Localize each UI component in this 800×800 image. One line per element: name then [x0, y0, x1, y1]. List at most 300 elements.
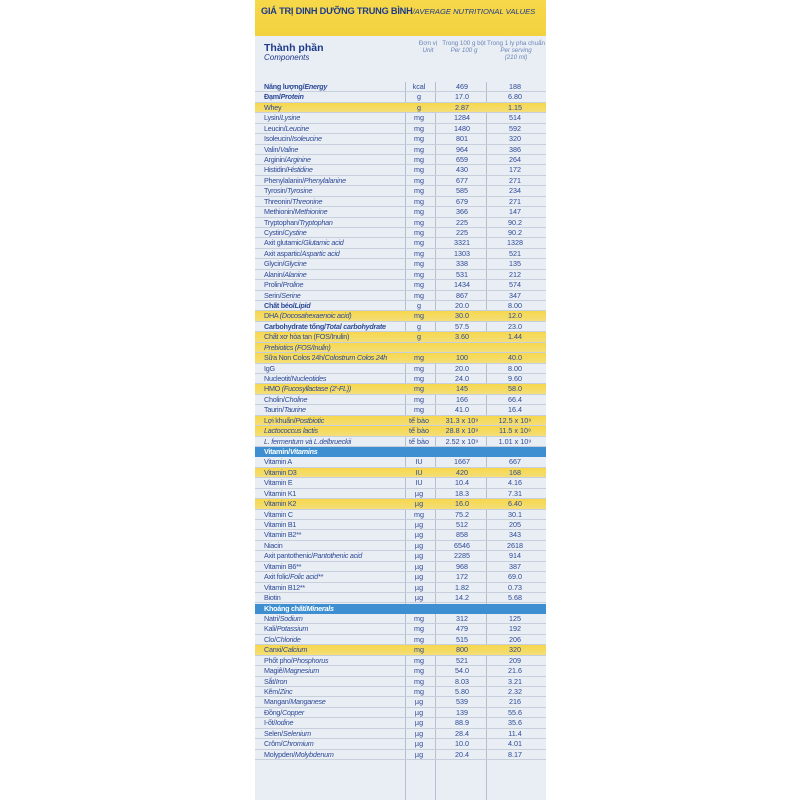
unit-cell: mg	[414, 123, 424, 133]
component-name-en: Colostrum Colos 24h	[324, 353, 388, 363]
component-name	[264, 520, 412, 530]
table-row	[255, 228, 546, 238]
component-name	[264, 562, 412, 572]
serving-value: 30.1	[508, 509, 522, 519]
component-name-vi: Phốt pho	[264, 655, 291, 665]
component-name-vi: Cystin	[264, 228, 283, 238]
serving-value: 209	[509, 655, 521, 665]
title-en: /AVERAGE NUTRITIONAL VALUES	[412, 7, 536, 16]
component-name: Canxi/Calcium	[264, 645, 308, 655]
table-row	[255, 457, 546, 467]
per100-value: 366	[456, 207, 468, 217]
component-name: Tyrosin/Tyrosine	[264, 186, 313, 196]
component-name-vi: Axit glutamic	[264, 238, 302, 248]
component-name-vi: Phenylalanin	[264, 175, 303, 185]
component-name-vi: Chất xơ hòa tan (FOS/Inulin)	[264, 332, 350, 342]
component-name: Glycin/Glycine	[264, 259, 307, 269]
component-name-en: Calcium	[282, 645, 308, 655]
per100-value	[440, 343, 484, 353]
table-row	[255, 176, 546, 186]
table-row	[255, 750, 546, 760]
table-row	[255, 145, 546, 155]
header-unit-en: Unit	[422, 47, 434, 54]
per100-value: 166	[456, 394, 468, 404]
unit-cell: mg	[414, 363, 424, 373]
serving-value: 3.21	[508, 676, 522, 686]
component-name: Threonin/Threonine	[264, 196, 323, 206]
table-title	[261, 6, 546, 16]
table-row	[255, 92, 546, 102]
component-name: Carbohydrate tổng/Total carbohydrate	[264, 321, 386, 331]
per100-value: 1303	[454, 248, 470, 258]
component-name-vi: Magiê	[264, 666, 283, 676]
unit-cell: mg	[414, 144, 424, 154]
component-name-en: Valine	[279, 144, 299, 154]
unit-cell: mg	[414, 207, 424, 217]
serving-value: 4.16	[508, 478, 522, 488]
per100-value: 964	[456, 144, 468, 154]
component-name: Đạm/Protein	[264, 92, 304, 102]
component-name-vi: Mangan	[264, 697, 289, 707]
component-name-vi: IgG	[264, 363, 275, 373]
table-row	[255, 426, 546, 436]
per100-value: 469	[456, 82, 468, 91]
component-name: Khoáng chất/Minerals	[264, 603, 334, 613]
serving-value: 16.4	[508, 405, 522, 415]
per100-value: 515	[456, 634, 468, 644]
serving-value: 0.73	[508, 582, 522, 592]
table-row	[255, 155, 546, 165]
unit-cell: g	[417, 92, 421, 102]
component-name: Sắt/Iron	[264, 676, 288, 686]
component-name-en: Postbiotic	[295, 415, 325, 425]
table-row	[255, 301, 546, 311]
component-name: Vitamin/Vitamins	[264, 447, 318, 457]
component-name-en: Proline	[282, 280, 304, 290]
component-name	[264, 593, 412, 603]
serving-value: 90.2	[508, 228, 522, 238]
per100-value: 8.03	[455, 676, 469, 686]
per100-value: 225	[456, 217, 468, 227]
per100-value: 420	[456, 467, 468, 477]
component-name: Kẽm/Zinc	[264, 686, 293, 696]
unit-cell: mg	[414, 624, 424, 634]
unit-cell: tế bào	[409, 436, 429, 446]
component-name-en: Phosphorus	[292, 655, 329, 665]
unit-cell: µg	[414, 499, 424, 509]
component-name-vi: Đạm	[264, 92, 279, 102]
component-name-vi: Vitamin B6**	[264, 561, 302, 571]
component-name-en: Lipid	[294, 301, 311, 311]
serving-value: 9.60	[508, 374, 522, 384]
component-name	[264, 530, 412, 540]
per100-value: 54.0	[455, 666, 469, 676]
component-name: Năng lượng/Energy	[264, 82, 328, 91]
component-name-vi: Serin	[264, 290, 280, 300]
per100-value: 512	[456, 520, 468, 530]
component-name-vi: Đồng	[264, 707, 281, 717]
serving-value: 172	[509, 165, 521, 175]
table-row	[255, 197, 546, 207]
component-name-en: Tryptophan	[299, 217, 333, 227]
unit-cell: µg	[414, 728, 424, 738]
component-name-vi: Tryptophan	[264, 217, 298, 227]
component-name-vi: DHA	[264, 311, 279, 321]
per100-value: 585	[456, 186, 468, 196]
per100-value: 801	[456, 134, 468, 144]
table-row	[255, 739, 546, 749]
serving-value: 264	[509, 155, 521, 164]
component-name-vi: Selen	[264, 728, 282, 738]
component-name-vi: Glycin	[264, 259, 283, 269]
table-row	[255, 82, 546, 92]
table-row	[255, 729, 546, 739]
unit-cell: µg	[414, 707, 424, 717]
component-name-vi: Sắt	[264, 676, 275, 686]
header-unit-vi: Đơn vị	[418, 40, 438, 47]
serving-value: 58.0	[508, 384, 522, 394]
per100-value: 2.52 x 10⁹	[445, 436, 479, 446]
serving-value: 12.0	[508, 311, 522, 321]
table-row	[255, 291, 546, 301]
component-name: Phốt pho/Phosphorus	[264, 655, 329, 665]
component-name-en: Choline	[284, 394, 308, 404]
table-row	[255, 134, 546, 144]
table-row	[255, 405, 546, 415]
serving-value: 40.0	[508, 353, 522, 363]
per100-value: 75.2	[455, 509, 469, 519]
table-row	[255, 238, 546, 248]
serving-value: 216	[509, 697, 521, 707]
unit-cell: mg	[414, 676, 424, 686]
component-name	[264, 583, 412, 593]
component-name: Tryptophan/Tryptophan	[264, 217, 333, 227]
unit-cell: µg	[414, 520, 424, 530]
table-row	[255, 708, 546, 718]
component-name-vi: Năng lượng	[264, 82, 303, 91]
component-name-en: Threonine	[292, 196, 323, 206]
serving-value: 8.00	[508, 363, 522, 373]
unit-cell: µg	[414, 718, 424, 728]
table-row	[255, 437, 546, 447]
component-name-vi: Natri	[264, 613, 278, 623]
table-row	[255, 614, 546, 624]
section-header-row	[255, 447, 546, 457]
serving-value: 1328	[507, 238, 523, 248]
component-name	[264, 426, 412, 436]
component-name-vi: Vitamin A	[264, 457, 292, 467]
table-row	[255, 510, 546, 520]
table-row	[255, 656, 546, 666]
component-name-vi: Khoáng chất	[264, 603, 305, 613]
component-name-en: Copper	[281, 707, 305, 717]
per100-value: 521	[456, 655, 468, 665]
serving-value: 21.6	[508, 666, 522, 676]
table-row	[255, 635, 546, 645]
component-name	[264, 499, 412, 509]
component-name-en: Energy	[304, 82, 328, 91]
component-name: Đồng/Copper	[264, 707, 305, 717]
component-name: I-ốt/Iodine	[264, 718, 294, 728]
table-row	[255, 551, 546, 561]
component-name-vi: Niacin	[264, 540, 283, 550]
per100-value: 5.80	[455, 686, 469, 696]
component-name-en: Chromium	[282, 739, 314, 749]
per100-value: 858	[456, 530, 468, 540]
table-row	[255, 353, 546, 363]
header-serving-en: Per serving	[500, 47, 532, 54]
component-name-vi: Vitamin D3	[264, 467, 297, 477]
component-name	[264, 478, 412, 488]
table-row	[255, 113, 546, 123]
serving-value: 271	[509, 196, 521, 206]
per100-value: 14.2	[455, 593, 469, 603]
component-name	[264, 343, 412, 353]
component-name: Kali/Potassium	[264, 624, 309, 634]
component-name-vi: Threonin	[264, 196, 291, 206]
component-name-vi: Vitamin E	[264, 478, 293, 488]
component-name: Taurin/Taurine	[264, 405, 306, 415]
per100-value: 100	[456, 353, 468, 363]
unit-cell: mg	[414, 280, 424, 290]
per100-value: 677	[456, 175, 468, 185]
per100-value: 539	[456, 697, 468, 707]
component-name-vi: Canxi	[264, 645, 282, 655]
nutrition-label-panel	[255, 0, 546, 800]
per100-value: 88.9	[455, 718, 469, 728]
table-row	[255, 718, 546, 728]
table-row	[255, 478, 546, 488]
unit-cell: mg	[414, 248, 424, 258]
component-name-vi: Axit pantothenic	[264, 551, 312, 561]
component-name-en: Zinc	[279, 686, 293, 696]
table-row	[255, 416, 546, 426]
per100-value: 3321	[454, 238, 470, 248]
serving-value: 1.44	[508, 332, 522, 342]
component-name: Selen/Selenium	[264, 728, 311, 738]
table-row	[255, 280, 546, 290]
unit-cell: kcal	[412, 82, 426, 91]
per100-value: 1667	[454, 457, 470, 467]
serving-value: 11.4	[508, 728, 522, 738]
component-name-vi: Carbohydrate tổng	[264, 321, 325, 331]
component-name-en: Nucleotides	[291, 374, 327, 384]
component-name-en: Cystine	[284, 228, 307, 238]
serving-value: 7.31	[508, 488, 522, 498]
unit-cell: µg	[414, 488, 424, 498]
per100-value: 30.0	[455, 311, 469, 321]
table-row	[255, 541, 546, 551]
unit-cell: IU	[415, 478, 423, 488]
per100-value: 430	[456, 165, 468, 175]
component-name-en: Methionine	[294, 207, 328, 217]
serving-value: 2.32	[508, 686, 522, 696]
header-per-100g	[439, 40, 489, 54]
serving-value: 347	[509, 290, 521, 300]
unit-cell: mg	[414, 238, 424, 248]
component-name: Phenylalanin/Phenylalanine	[264, 175, 346, 185]
component-name-en: Minerals	[306, 603, 334, 613]
serving-value: 147	[509, 207, 521, 217]
table-row	[255, 530, 546, 540]
serving-value: 1.01 x 10⁹	[498, 436, 532, 446]
component-name-en: Chloride	[275, 634, 301, 644]
component-name-vi: Isoleucin	[264, 134, 291, 144]
component-name: Axit aspartic/Aspartic acid	[264, 248, 340, 258]
table-row	[255, 259, 546, 269]
table-row	[255, 103, 546, 113]
per100-value: 172	[456, 572, 468, 582]
per100-value: 20.0	[455, 363, 469, 373]
serving-value: 521	[509, 248, 521, 258]
component-name: Chất béo/Lipid	[264, 301, 311, 311]
serving-value: 667	[509, 457, 521, 467]
header-components-en: Components	[264, 53, 310, 62]
header-per-serving	[487, 40, 545, 61]
unit-cell: mg	[414, 228, 424, 238]
serving-value: 386	[509, 144, 521, 154]
table-row	[255, 218, 546, 228]
component-name-en: Tyrosine	[287, 186, 313, 196]
unit-cell: mg	[414, 384, 424, 394]
table-row	[255, 697, 546, 707]
title-vi: GIÁ TRỊ DINH DƯỠNG TRUNG BÌNH	[261, 6, 413, 16]
table-row	[255, 270, 546, 280]
component-name-vi: HMO	[264, 384, 281, 394]
component-name-en: Molybdenum	[294, 749, 334, 759]
serving-value: 188	[509, 82, 521, 91]
unit-cell: mg	[414, 666, 424, 676]
table-row	[255, 645, 546, 655]
component-name-en: Protein	[280, 92, 304, 102]
component-name-vi: Nucleotit	[264, 374, 290, 384]
header-serving-vi: Trong 1 ly pha chuẩn	[487, 40, 545, 47]
component-name-vi: Taurin	[264, 405, 283, 415]
component-name: Molypden/Molybdenum	[264, 749, 334, 759]
component-name: Alanin/Alanine	[264, 269, 307, 279]
table-row	[255, 677, 546, 687]
component-name-vi: Valin	[264, 144, 279, 154]
component-name: Natri/Sodium	[264, 613, 303, 623]
serving-value: 11.5 x 10⁹	[498, 426, 532, 436]
unit-cell	[407, 343, 431, 353]
per100-value: 28.8 x 10⁹	[445, 426, 479, 436]
component-name-en: Histidine	[287, 165, 313, 175]
unit-cell: µg	[414, 551, 424, 561]
component-name-en: Serine	[281, 290, 301, 300]
unit-cell: µg	[414, 582, 424, 592]
serving-value: 90.2	[508, 217, 522, 227]
unit-cell: µg	[414, 593, 424, 603]
serving-value: 192	[509, 624, 521, 634]
component-name	[264, 510, 412, 520]
component-name-vi: Prolin	[264, 280, 281, 290]
component-name-en: Isoleucine	[291, 134, 322, 144]
component-name-vi: Lysin	[264, 113, 280, 123]
per100-value: 679	[456, 196, 468, 206]
component-name-vi: Vitamin B12**	[264, 582, 305, 592]
unit-cell: mg	[414, 175, 424, 185]
unit-cell: g	[417, 102, 421, 112]
component-name-vi: Sữa Non Colos 24h	[264, 353, 323, 363]
component-name-vi: Clo	[264, 634, 275, 644]
serving-value: 135	[509, 259, 521, 269]
unit-cell: g	[417, 301, 421, 311]
table-row	[255, 520, 546, 530]
unit-cell: mg	[414, 645, 424, 655]
unit-cell: mg	[414, 186, 424, 196]
unit-cell: mg	[414, 217, 424, 227]
component-name	[264, 541, 412, 551]
component-name-vi: Tyrosin	[264, 186, 286, 196]
component-name-en: Lactococcus lactis	[264, 426, 318, 436]
serving-value: 6.80	[508, 92, 522, 102]
unit-cell: mg	[414, 311, 424, 321]
component-name-vi: Vitamin B2**	[264, 530, 302, 540]
component-name: Mangan/Manganese	[264, 697, 326, 707]
component-name: Leucin/Leucine	[264, 123, 309, 133]
component-name-vi: Vitamin B1	[264, 520, 297, 530]
component-name: Axit folic/Folic acid**	[264, 572, 323, 582]
serving-value: 1.15	[508, 102, 522, 112]
component-name-en: Magnesium	[284, 666, 319, 676]
component-name: Lysin/Lysine	[264, 113, 301, 123]
serving-value: 2618	[507, 540, 523, 550]
unit-cell: µg	[414, 697, 424, 707]
serving-value: 66.4	[508, 394, 522, 404]
unit-cell: IU	[415, 457, 423, 467]
per100-value: 57.5	[455, 321, 469, 331]
unit-cell: mg	[414, 113, 424, 123]
table-row	[255, 186, 546, 196]
unit-cell: g	[417, 332, 421, 342]
unit-cell: mg	[414, 290, 424, 300]
per100-value: 659	[456, 155, 468, 164]
component-name-en: Glycine	[284, 259, 307, 269]
component-name-vi: Leucin	[264, 123, 284, 133]
component-name	[264, 489, 412, 499]
per100-value: 16.0	[455, 499, 469, 509]
per100-value: 225	[456, 228, 468, 238]
per100-value: 31.3 x 10⁹	[445, 415, 479, 425]
table-row	[255, 687, 546, 697]
table-row	[255, 332, 546, 342]
serving-value: 205	[509, 520, 521, 530]
unit-cell: mg	[414, 634, 424, 644]
table-row	[255, 489, 546, 499]
unit-cell: mg	[414, 259, 424, 269]
component-name-vi: Vitamin	[264, 447, 289, 457]
unit-cell: mg	[414, 374, 424, 384]
table-row	[255, 364, 546, 374]
component-name-en: Total carbohydrate	[325, 321, 386, 331]
serving-value: 206	[509, 634, 521, 644]
unit-cell: mg	[414, 134, 424, 144]
serving-value: 212	[509, 269, 521, 279]
component-name: Clo/Chloride	[264, 634, 301, 644]
unit-cell: tế bào	[409, 426, 429, 436]
component-name-en: Arginine	[286, 155, 311, 164]
serving-value: 8.17	[508, 749, 522, 759]
component-name-vi: I-ốt	[264, 718, 274, 728]
serving-value: 574	[509, 280, 521, 290]
unit-cell: mg	[414, 394, 424, 404]
component-name: Arginin/Arginine	[264, 155, 311, 164]
serving-value: 320	[509, 134, 521, 144]
per100-value: 1.82	[455, 582, 469, 592]
component-name-vi: Molypden	[264, 749, 294, 759]
unit-cell: µg	[414, 739, 424, 749]
